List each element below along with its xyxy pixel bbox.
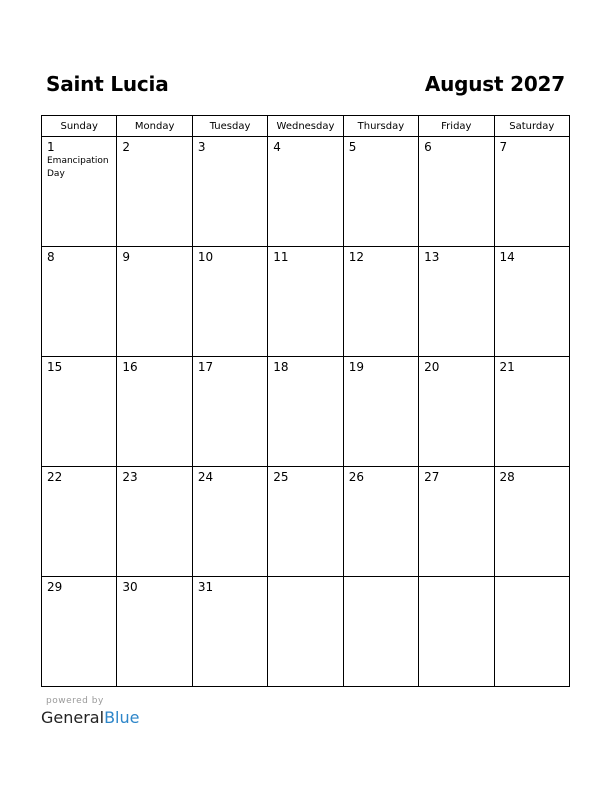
day-cell [42,577,117,687]
day-cell [494,467,569,577]
day-cell [343,467,418,577]
day-number: 24 [197,470,214,484]
day-number: 14 [499,250,515,264]
day-cell [268,137,343,247]
day-cell [419,357,494,467]
logo-text-general: General [41,708,105,727]
week-row [42,137,570,247]
day-cell [42,137,117,247]
day-number: 16 [122,360,138,374]
day-cell [419,467,494,577]
day-cell [494,247,569,357]
day-number: 22 [47,470,63,484]
day-cell [268,577,343,687]
day-cell [117,137,192,247]
day-number: 5 [348,140,357,154]
day-number: 2 [122,140,131,154]
weekday-header: Tuesday [192,116,267,137]
day-number: 7 [499,140,508,154]
day-number: 1 [47,140,55,154]
day-number: 20 [424,360,440,374]
week-row [42,247,570,357]
day-cell [42,247,117,357]
week-row [42,577,570,687]
day-cell [192,467,267,577]
holiday-label: Emancipation Day [47,156,109,179]
day-number: 18 [273,360,289,374]
powered-by-label: powered by [46,696,104,706]
day-number: 8 [47,250,55,264]
weekday-header: Thursday [343,116,418,137]
day-number: 21 [499,360,515,374]
day-number: 19 [348,360,364,374]
day-cell [494,357,569,467]
day-cell [117,247,192,357]
day-number: 13 [424,250,440,264]
day-cell [192,137,267,247]
weekday-header: Friday [419,116,494,137]
day-cell [268,467,343,577]
day-number: 15 [47,360,63,374]
country-title: Saint Lucia [46,72,169,96]
day-cell [343,357,418,467]
day-number: 4 [273,140,281,154]
day-number: 26 [348,470,364,484]
day-cell [419,577,494,687]
day-number: 3 [197,140,206,154]
logo-text-blue: Blue [104,708,140,727]
day-number: 12 [348,250,364,264]
day-cell [42,467,117,577]
generalblue-logo[interactable] [41,708,139,727]
day-cell [268,357,343,467]
day-cell [419,137,494,247]
day-cell [268,247,343,357]
day-cell [343,577,418,687]
day-number: 11 [273,250,289,264]
day-number: 25 [273,470,289,484]
day-cell [42,357,117,467]
day-number: 17 [197,360,214,374]
day-number: 10 [197,250,214,264]
day-cell [343,247,418,357]
day-number: 31 [197,580,214,594]
day-cell [192,577,267,687]
day-number: 27 [424,470,440,484]
day-number: 6 [424,140,432,154]
day-cell [494,137,569,247]
weekday-header: Wednesday [268,116,343,137]
day-number: 23 [122,470,138,484]
day-number: 30 [122,580,138,594]
day-cell [117,357,192,467]
day-cell [343,137,418,247]
day-cell [494,577,569,687]
day-cell [117,577,192,687]
day-number: 29 [47,580,63,594]
day-number: 9 [122,250,131,264]
weekday-header: Sunday [42,116,117,137]
weekday-header-row [42,116,570,137]
day-number: 28 [499,470,515,484]
day-cell [192,247,267,357]
day-cell [419,247,494,357]
calendar-grid [41,115,570,687]
month-year-title: August 2027 [424,72,565,96]
weekday-header: Monday [117,116,192,137]
weekday-header: Saturday [494,116,569,137]
week-row [42,357,570,467]
day-cell [192,357,267,467]
day-cell [117,467,192,577]
week-row [42,467,570,577]
